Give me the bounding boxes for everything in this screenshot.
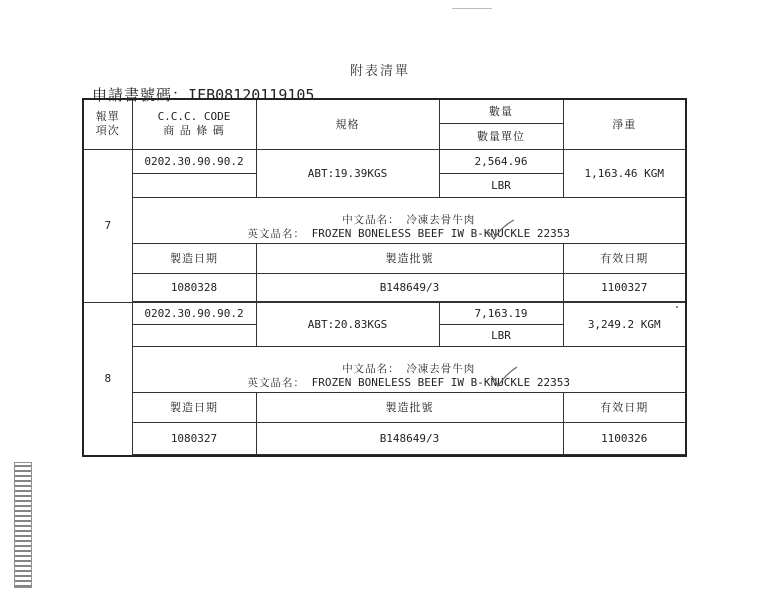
subheader-batch-no: 製造批號 [256,392,563,422]
subheader-expiry-date: 有效日期 [563,243,686,273]
spacer-cell [132,346,686,360]
spec-cell: ABT:19.39KGS [256,149,439,197]
header-item-no: 報單 項次 [83,99,132,149]
subheader-expiry-date: 有效日期 [563,392,686,422]
item-no-cell: 8 [83,302,132,456]
zh-name-label: 中文品名： [342,362,400,375]
checkmark-icon [485,219,515,241]
product-name-cell [132,211,686,243]
product-name-cell [132,360,686,392]
zh-name-label: 中文品名： [342,213,400,226]
en-name-label: 英文品名： [247,227,306,240]
header-quantity-unit: 數量單位 [439,123,563,149]
ccc-code-blank-cell [132,324,256,346]
header-ccc-code: C.C.C. CODE 商 品 條 碼 [132,99,256,149]
scan-speck [676,306,678,308]
net-weight-cell: 1,163.46 KGM [563,149,686,197]
scan-speck [452,8,492,9]
mfg-date-cell: 1080327 [132,422,256,454]
batch-no-cell: B148649/3 [256,422,563,454]
en-name-label: 英文品名： [247,376,306,389]
spacer-cell [132,197,686,211]
subheader-batch-no: 製造批號 [256,243,563,273]
checkmark-icon [489,366,519,388]
zh-name-value: 冷凍去骨牛肉 [406,213,476,226]
spec-cell: ABT:20.83KGS [256,302,439,346]
ccc-code-blank-cell [132,173,256,197]
subheader-mfg-date: 製造日期 [132,243,256,273]
unit-cell: LBR [439,324,563,346]
attachment-table [82,98,687,457]
ccc-code-cell: 0202.30.90.90.2 [132,302,256,324]
net-weight-cell: 3,249.2 KGM [563,302,686,346]
zh-name-value: 冷凍去骨牛肉 [406,362,476,375]
expiry-date-cell: 1100327 [563,273,686,301]
expiry-date-cell: 1100326 [563,422,686,454]
header-quantity: 數量 [439,99,563,123]
quantity-cell: 7,163.19 [439,302,563,324]
en-name-value: FROZEN BONELESS BEEF IW B-KNUCKLE 22353 [311,226,570,240]
document-title: 附表清單 [349,64,410,79]
mfg-date-cell: 1080328 [132,273,256,301]
batch-no-cell: B148649/3 [256,273,563,301]
item-no-cell: 7 [83,149,132,302]
quantity-cell: 2,564.96 [439,149,563,173]
header-net-weight: 淨重 [563,99,686,149]
ccc-code-cell: 0202.30.90.90.2 [132,149,256,173]
scan-stamp-mark [14,462,32,588]
subheader-mfg-date: 製造日期 [132,392,256,422]
en-name-value: FROZEN BONELESS BEEF IW B-KNUCKLE 22353 [311,375,570,389]
unit-cell: LBR [439,173,563,197]
header-spec: 規格 [256,99,439,149]
application-number-value: IFB08120119105 [188,86,315,104]
application-number-label: 申請書號碼： [92,86,189,104]
